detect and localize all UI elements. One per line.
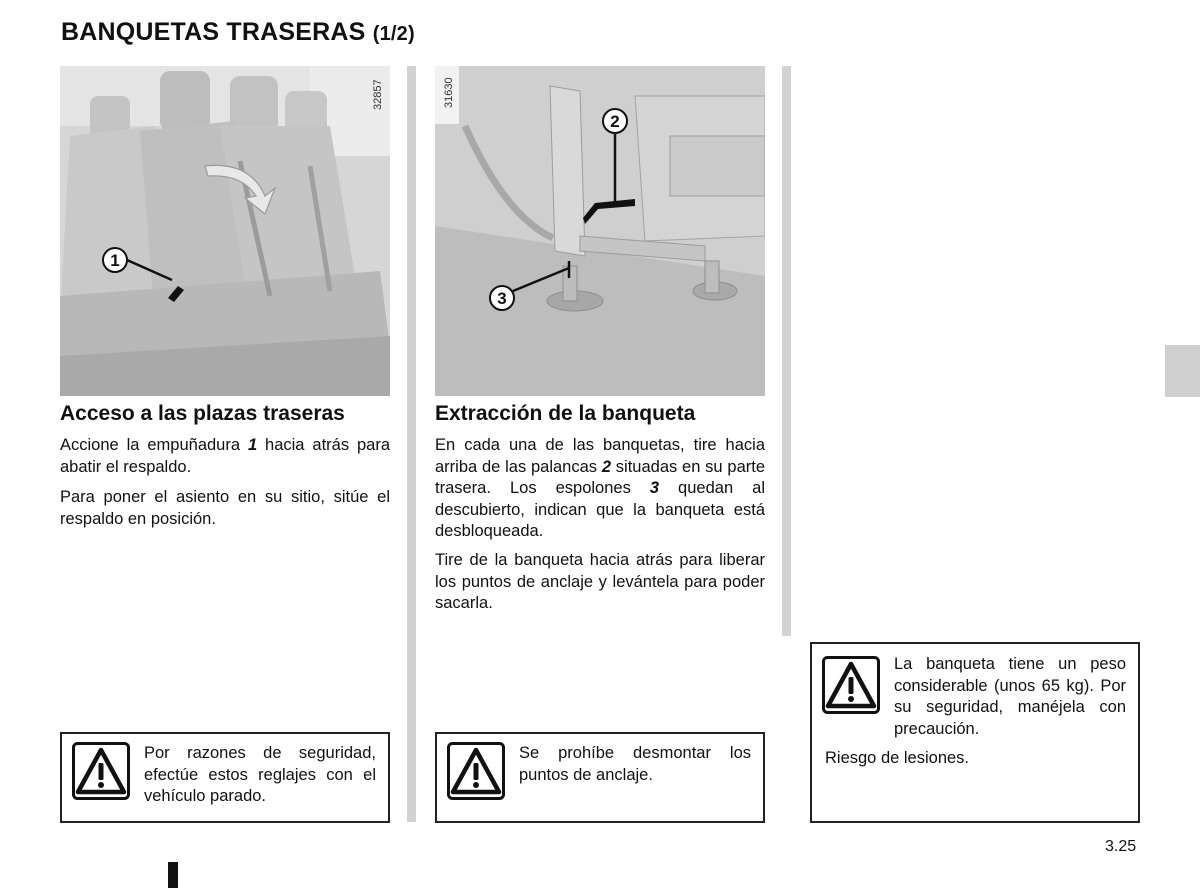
rear-seat-illustration <box>60 66 390 396</box>
bench-removal-photo <box>435 66 765 396</box>
paragraph-rear-access-1 <box>60 435 390 478</box>
crop-mark <box>168 862 178 888</box>
heading-bench-removal: Extracción de la banqueta <box>435 402 696 425</box>
page-number: 3.25 <box>1105 838 1137 855</box>
text-span: En cada una de las banquetas, tire hacia arriba de las palancas <box>435 436 765 476</box>
page-title-part: (1/2) <box>372 23 415 45</box>
column-divider-right <box>782 66 791 636</box>
bench-removal-illustration <box>435 66 765 396</box>
text-span: situadas en su parte trasera. Los espolones <box>435 457 766 497</box>
paragraph-bench-removal-2: Tire de la banqueta hacia atrás para liberar los puntos de anclaje y levántela para poder sacarla. <box>435 551 765 612</box>
heading-rear-access: Acceso a las plazas traseras <box>60 402 345 425</box>
text-span: quedan al descubierto, indican que la banqueta está desbloqueada. <box>435 479 765 540</box>
text-span: Accione la empuñadura <box>60 436 248 454</box>
warning-box-weight <box>810 642 1140 823</box>
page-title-text: BANQUETAS TRASERAS <box>61 18 366 46</box>
reference-3: 3 <box>649 479 660 497</box>
figure-code-left: 32857 <box>372 79 384 110</box>
warning-triangle-icon <box>72 742 130 800</box>
section-thumb-tab <box>1165 345 1200 397</box>
text-span: hacia atrás para abatir el respaldo. <box>60 436 391 476</box>
page-title <box>61 18 415 47</box>
figure-code-middle: 31630 <box>443 77 455 108</box>
rear-seat-photo <box>60 66 390 396</box>
reference-1: 1 <box>247 436 258 454</box>
callout-1: 1 <box>110 251 120 270</box>
warning-triangle-icon <box>822 656 880 714</box>
callout-2: 2 <box>610 112 620 131</box>
warning-text-safety: Por razones de seguridad, efectúe estos reglajes con el vehículo parado. <box>144 744 376 805</box>
paragraph-bench-removal-1 <box>435 435 765 543</box>
warning-triangle-icon <box>447 742 505 800</box>
warning-box-safety <box>60 732 390 823</box>
warning-text-weight: La banqueta tiene un peso considerable (unos 65 kg). Por su seguridad, manéjela con precaución. <box>894 655 1126 738</box>
paragraph-rear-access-2: Para poner el asiento en su sitio, sitúe el respaldo en posición. <box>60 488 390 528</box>
warning-text-injury: Riesgo de lesiones. <box>825 749 970 767</box>
callout-3: 3 <box>497 289 507 308</box>
warning-box-anchors <box>435 732 765 823</box>
column-divider-left <box>407 66 416 822</box>
warning-text-anchors: Se prohíbe desmontar los puntos de anclaje. <box>519 744 751 784</box>
reference-2: 2 <box>601 457 612 476</box>
